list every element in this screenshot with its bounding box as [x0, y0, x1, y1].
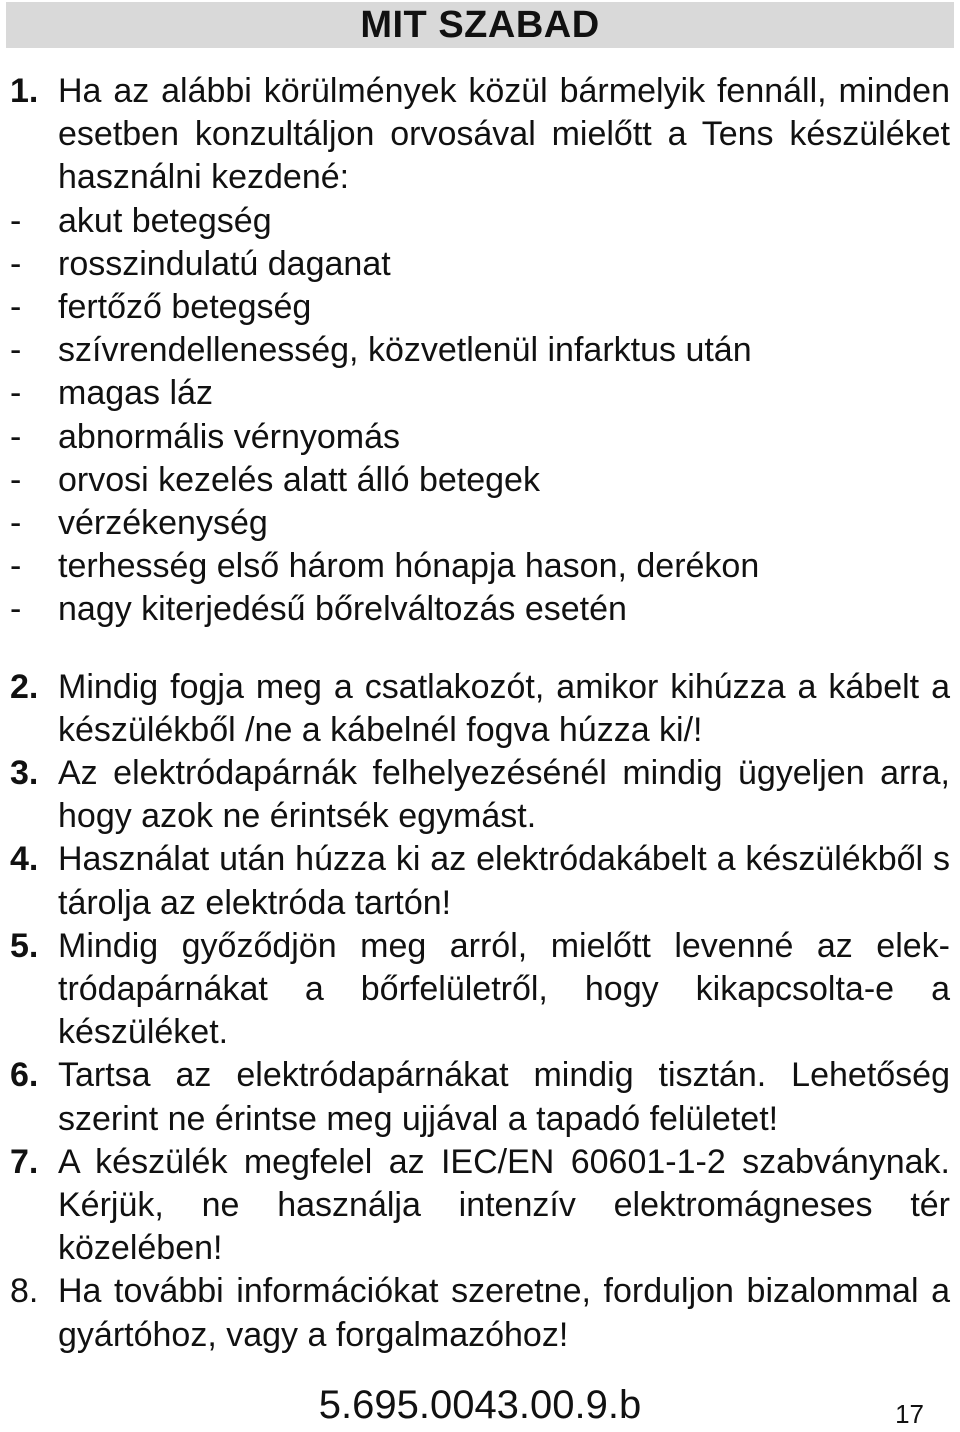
condition-item: - rosszindulatú daganat: [10, 244, 391, 283]
document-code: 5.695.0043.00.9.b: [318, 1383, 642, 1427]
item-text: Ha az alábbi körülmények közül bármelyik fennáll, minden esetben konzultáljon orvosával mielőtt a Tens készüléket használni kezdené:: [58, 72, 950, 197]
item-text: Mindig győződjön meg arról, mielőtt levenné az elektródapárnákat a bőrfelületről, hogy kikapcsolta-e a készüléket.: [58, 926, 950, 1052]
condition-item: - abnormális vérnyomás: [10, 417, 401, 456]
item-number: 6.: [10, 1056, 39, 1095]
item-number: 3.: [10, 754, 39, 793]
document-body: [10, 70, 950, 1357]
item-text: Ha további információkat szeretne, forduljon bizalommal a gyártóhoz, vagy a forgalmazóhoz!: [58, 1272, 950, 1354]
condition-item: - akut betegség: [10, 201, 272, 240]
spacer: [10, 632, 950, 666]
condition-item: - nagy kiterjedésű bőrelváltozás esetén: [10, 590, 627, 629]
list-item-4: [10, 838, 950, 924]
list-item-7: [10, 1141, 950, 1271]
condition-item: - vérzékenység: [10, 504, 268, 543]
item-text: Használat után húzza ki az elektródakábelt a készülékből s tárolja az elektróda tartón!: [58, 840, 950, 922]
list-item-1: [10, 70, 950, 200]
item-number: 5.: [10, 926, 39, 965]
list-item-5: [10, 925, 950, 1055]
item-number: 8.: [10, 1272, 39, 1311]
page-title: MIT SZABAD: [360, 4, 600, 46]
item-number: 4.: [10, 840, 39, 879]
item-number: 1.: [10, 72, 39, 110]
list-item-2: [10, 666, 950, 752]
item-text: A készülék megfelel az IEC/EN 60601-1-2 szabványnak. Kérjük, ne használja intenzív elektromágneses tér közelében!: [58, 1142, 950, 1268]
list-item-8: [10, 1270, 950, 1356]
condition-item: - orvosi kezelés alatt álló betegek: [10, 460, 540, 499]
item-number: 2.: [10, 667, 39, 706]
page-number: 17: [895, 1399, 924, 1429]
condition-item: - szívrendellenesség, közvetlenül infarktus után: [10, 331, 752, 370]
item-text: Mindig fogja meg a csatlakozót, amikor kihúzza a kábelt a készülékből /ne a kábelnél fogva húzza ki/!: [58, 667, 950, 749]
item-text: Tartsa az elektródapárnákat mindig tisztán. Lehetőség szerint ne érintse meg ujjával a tapadó felületet!: [58, 1056, 950, 1138]
condition-item: - magas láz: [10, 374, 213, 413]
title-bar: [6, 2, 954, 48]
condition-list: [10, 200, 950, 632]
item-number: 7.: [10, 1142, 39, 1181]
condition-item: - fertőző betegség: [10, 288, 312, 327]
list-item-6: [10, 1054, 950, 1140]
condition-item: - terhesség első három hónapja hason, derékon: [10, 547, 760, 586]
list-item-3: [10, 752, 950, 838]
item-text: Az elektródapárnák felhelyezésénél mindig ügyeljen arra, hogy azok ne érintsék egymást.: [58, 754, 950, 836]
